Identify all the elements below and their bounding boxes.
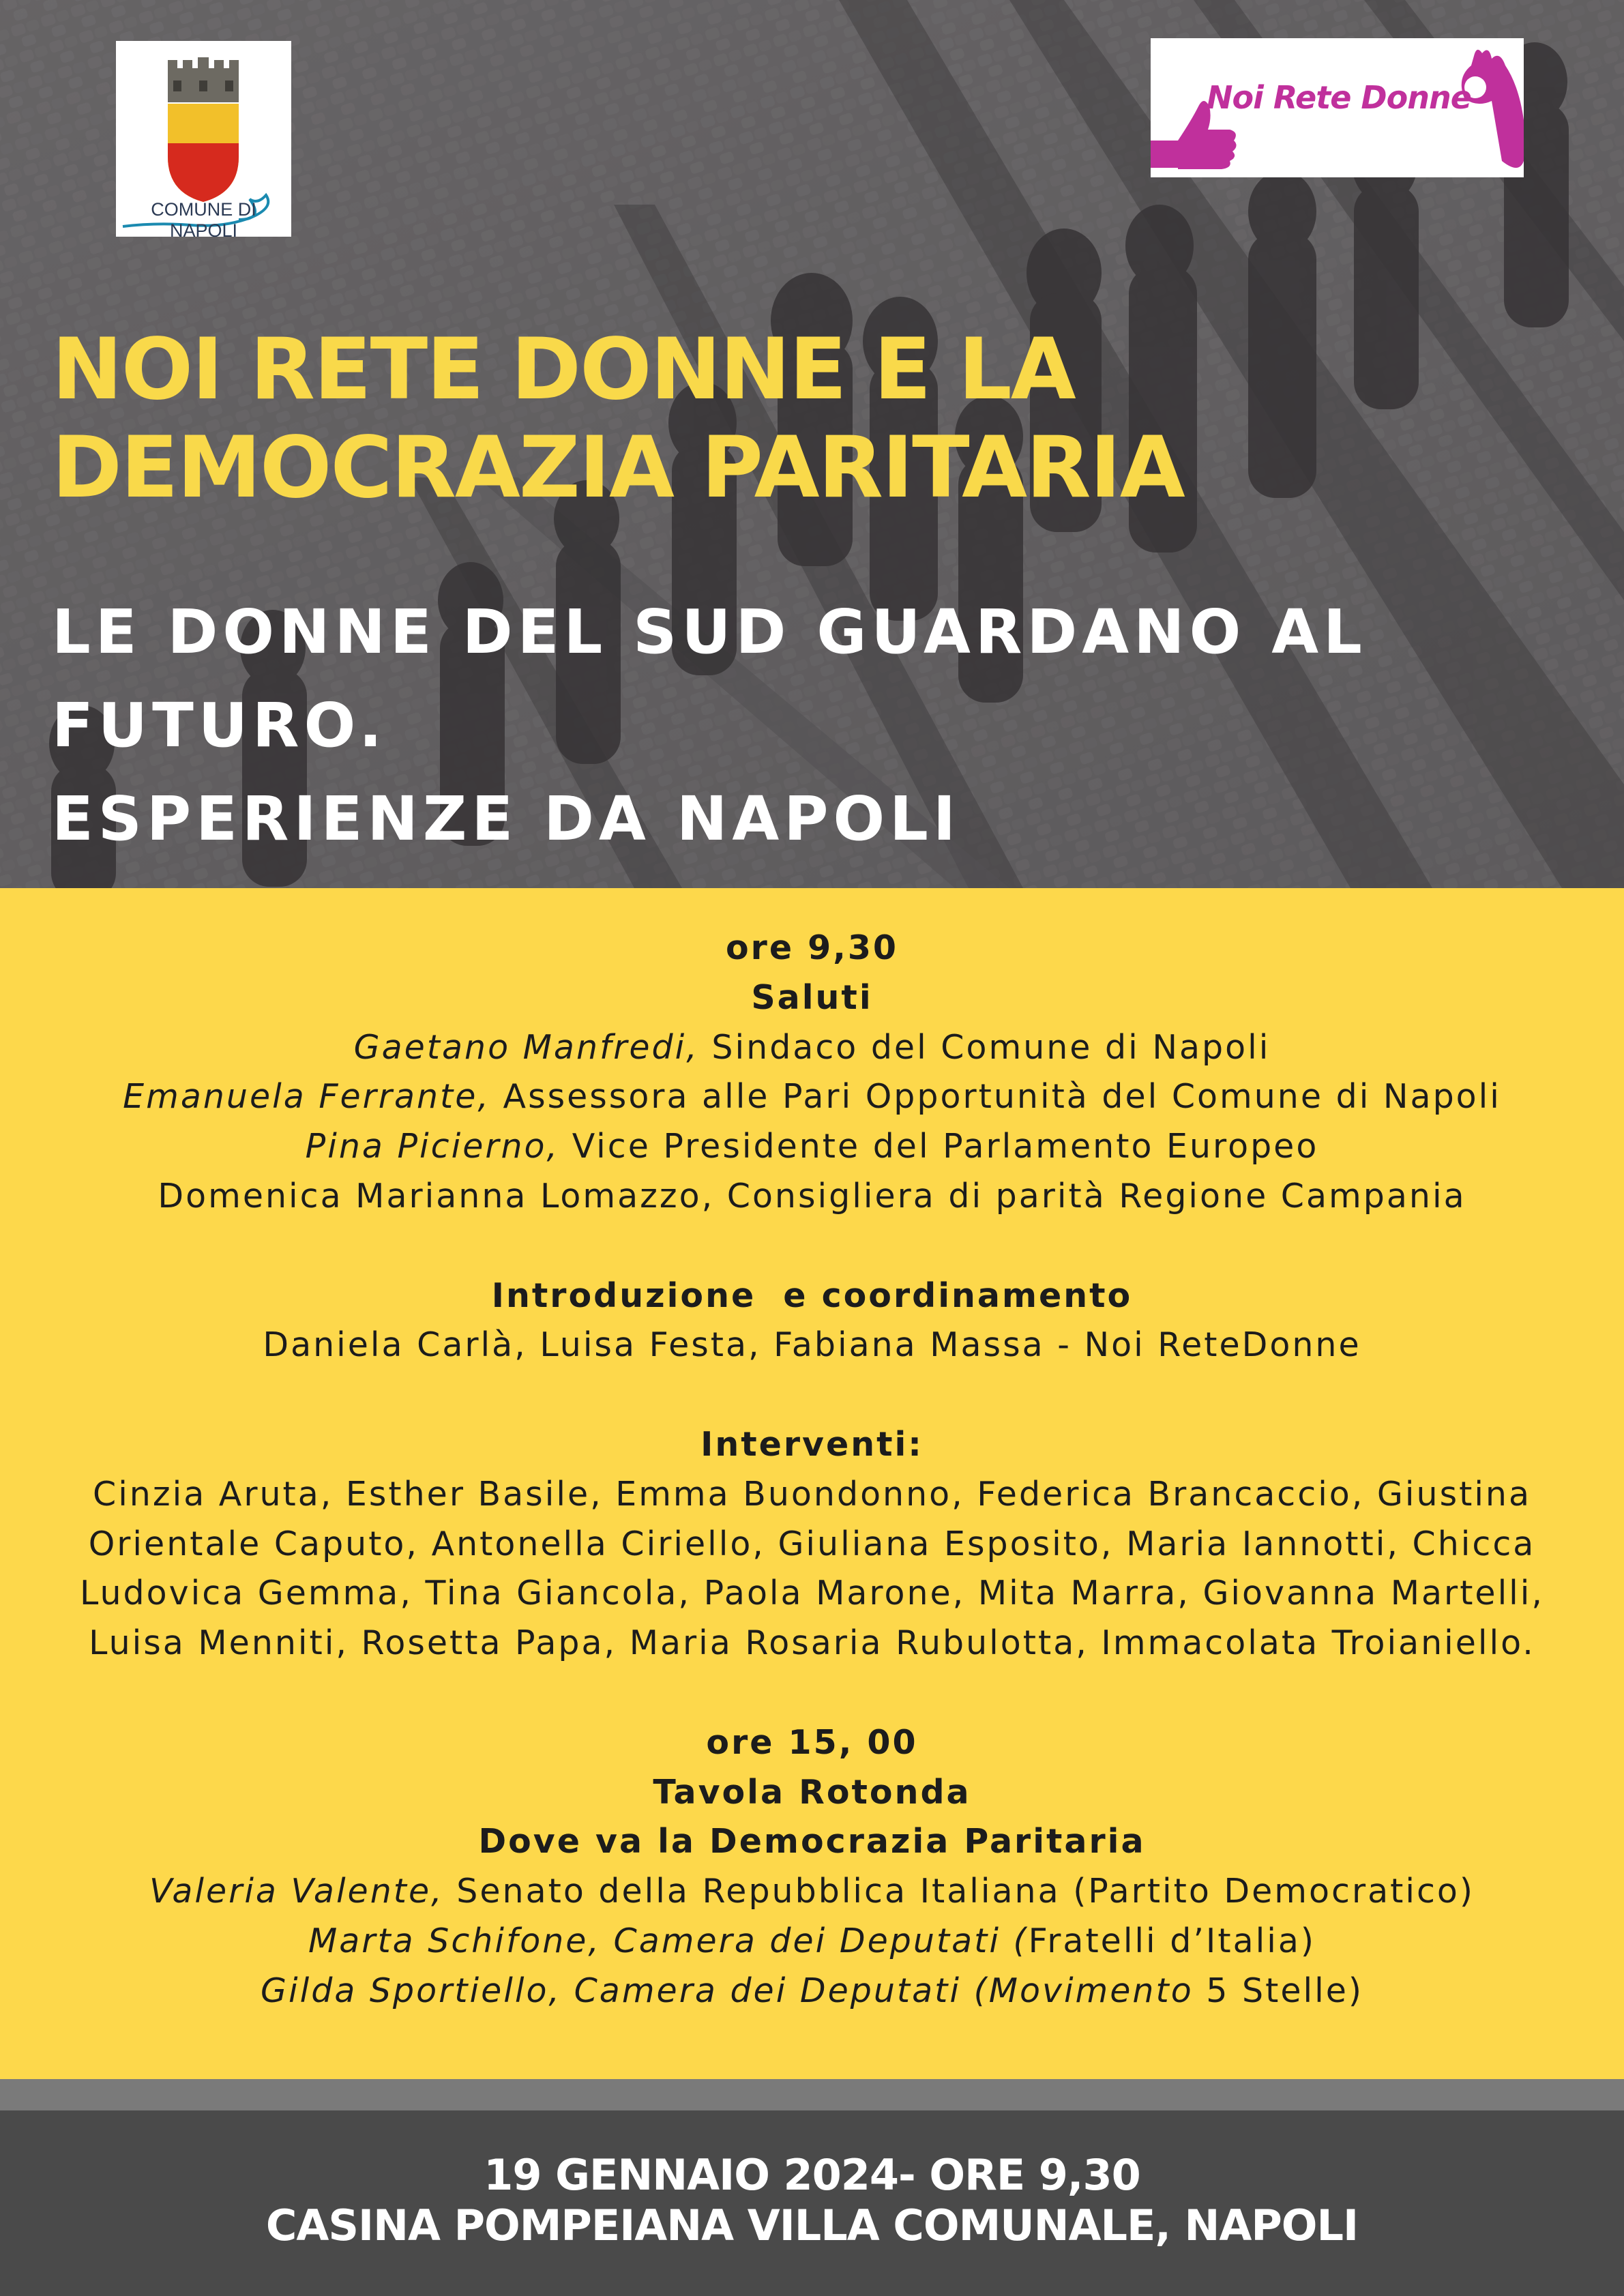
divider-strip <box>0 2079 1624 2110</box>
spacer <box>0 1668 1624 1718</box>
panel-italic: Gilda Sportiello, Camera dei Deputati ( <box>261 1971 989 2010</box>
tavola-topic: Dove va la Democrazia Paritaria <box>478 1822 1146 1861</box>
title-line-1: NOI RETE DONNE E LA <box>52 321 1075 419</box>
greeting-line <box>0 1023 1624 1073</box>
panel-normal: Senato della Repubblica Italiana (Partito Democratico) <box>443 1872 1475 1911</box>
hero-section <box>0 0 1624 888</box>
greeting-role: Domenica Marianna Lomazzo, Consigliera di parità Regione Campania <box>158 1176 1466 1216</box>
intro-heading: Introduzione e coordinamento <box>491 1276 1133 1315</box>
subtitle-line-1: LE DONNE DEL SUD GUARDANO AL FUTURO. <box>52 596 1367 761</box>
greeting-name: Gaetano Manfredi, <box>353 1027 699 1067</box>
interventi-line: Orientale Caputo, Antonella Ciriello, Giuliana Esposito, Maria Iannotti, Chicca <box>88 1524 1536 1563</box>
greeting-line <box>0 1122 1624 1172</box>
panel-normal-2: 5 Stelle) <box>1193 1971 1363 2010</box>
program-text <box>0 924 1624 2016</box>
panel-line <box>0 1867 1624 1917</box>
interventi-line: Luisa Menniti, Rosetta Papa, Maria Rosaria Rubulotta, Immacolata Troianiello. <box>89 1623 1535 1663</box>
greeting-role: Assessora alle Pari Opportunità del Comune di Napoli <box>490 1077 1501 1117</box>
panel-line <box>0 1967 1624 2016</box>
greeting-role: Vice Presidente del Parlamento Europeo <box>559 1127 1319 1166</box>
noi-rete-donne-label: Noi Rete Donne <box>1207 79 1471 116</box>
spacer <box>0 1222 1624 1271</box>
interventi-line: Cinzia Aruta, Esther Basile, Emma Buondonno, Federica Brancaccio, Giustina <box>92 1474 1532 1514</box>
subtitle-line-2: ESPERIENZE DA NAPOLI <box>52 783 960 854</box>
subtitle <box>52 585 1621 866</box>
panel-italic: Marta Schifone, Camera dei Deputati ( <box>308 1921 1029 1960</box>
program-section <box>0 888 1624 2079</box>
saluti-heading: Saluti <box>751 977 873 1017</box>
session2-time: ore 15, 00 <box>706 1722 918 1762</box>
panel-normal: Fratelli d’Italia) <box>1028 1921 1316 1960</box>
greeting-name: Emanuela Ferrante, <box>123 1077 490 1117</box>
session1-time: ore 9,30 <box>725 928 899 967</box>
noi-rete-donne-logo <box>1151 38 1524 177</box>
panel-line <box>0 1917 1624 1967</box>
greeting-line <box>0 1072 1624 1122</box>
greeting-role: Sindaco del Comune di Napoli <box>698 1027 1271 1067</box>
comune-label: COMUNE DI NAPOLI <box>151 199 256 241</box>
interventi-line: Ludovica Gemma, Tina Giancola, Paola Marone, Mita Marra, Giovanna Martelli, <box>80 1574 1544 1613</box>
event-date: 19 GENNAIO 2024- ORE 9,30 <box>484 2150 1140 2200</box>
main-title <box>52 321 1416 517</box>
greeting-line <box>0 1172 1624 1222</box>
event-place: CASINA POMPEIANA VILLA COMUNALE, NAPOLI <box>265 2201 1359 2250</box>
panel-italic: Valeria Valente, <box>149 1872 444 1911</box>
comune-di-napoli-logo <box>116 41 291 241</box>
tavola-heading: Tavola Rotonda <box>653 1772 971 1812</box>
footer <box>0 2110 1624 2296</box>
intro-names: Daniela Carlà, Luisa Festa, Fabiana Massa - Noi ReteDonne <box>263 1325 1361 1365</box>
spacer <box>0 1370 1624 1420</box>
interventi-heading: Interventi: <box>700 1424 924 1464</box>
greeting-name: Pina Picierno, <box>305 1127 560 1166</box>
panel-italic-2: Movimento <box>988 1971 1194 2010</box>
title-line-2: DEMOCRAZIA PARITARIA <box>52 419 1184 517</box>
